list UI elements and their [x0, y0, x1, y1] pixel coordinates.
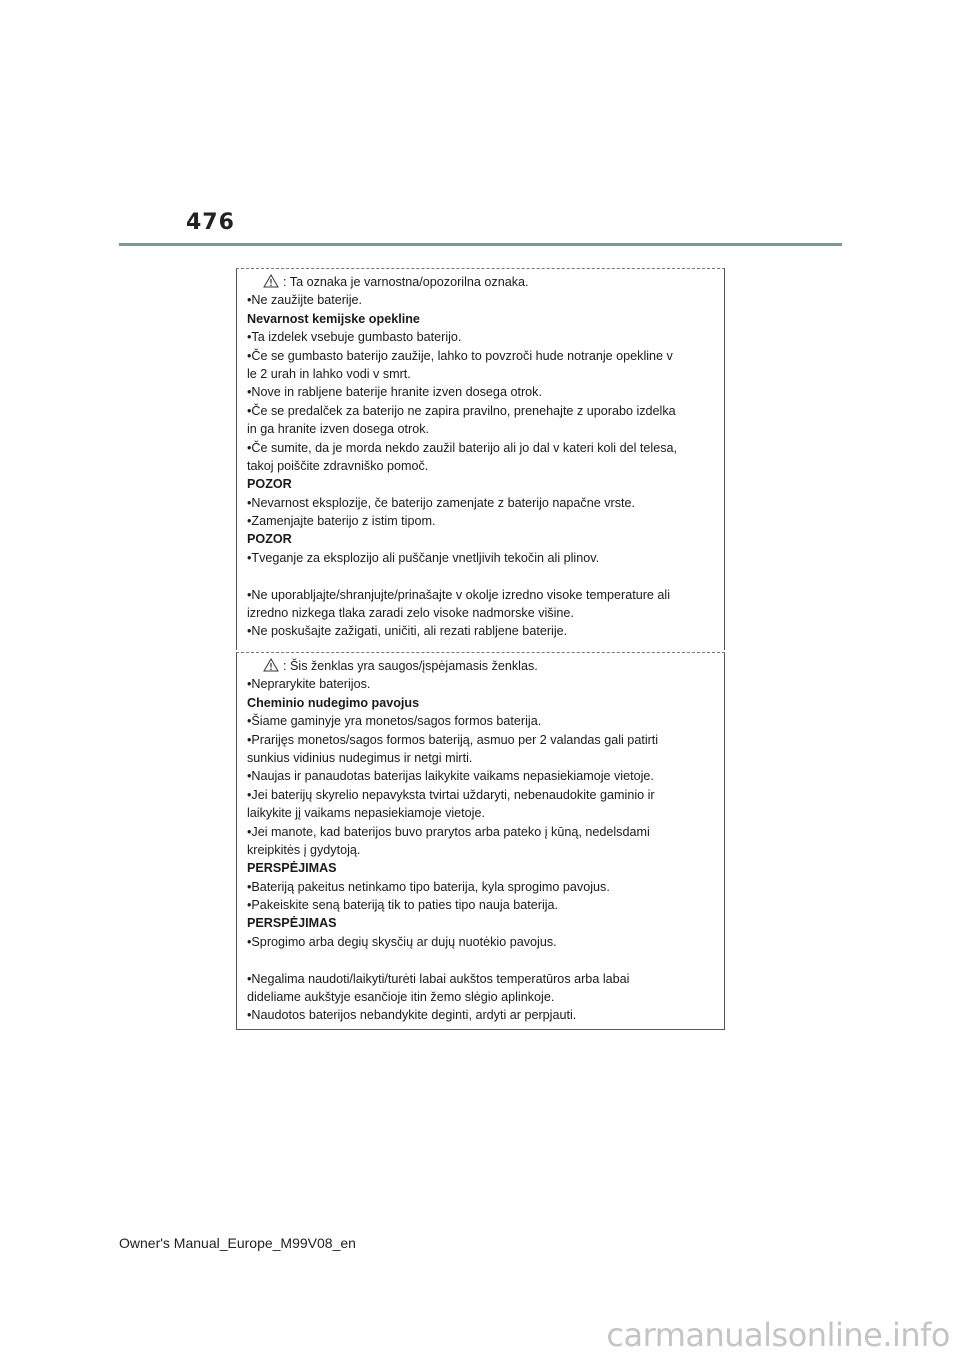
- text-line: •Negalima naudoti/laikyti/turėti labai aukštos temperatūros arba labai: [247, 971, 630, 986]
- section-heading: PERSPĖJIMAS: [247, 861, 337, 876]
- text-line: •Šiame gaminyje yra monetos/sagos formos baterija.: [247, 714, 542, 729]
- text-line: dideliame aukštyje esančioje itin žemo slėgio aplinkoje.: [247, 990, 555, 1005]
- text-line: laikykite jį vaikams nepasiekiamoje vietoje.: [247, 806, 485, 821]
- text-line: •Naudotos baterijos nebandykite deginti, ardyti ar perpjauti.: [247, 1008, 577, 1023]
- footer-manual-id: Owner's Manual_Europe_M99V08_en: [119, 1235, 356, 1251]
- text-line: le 2 urah in lahko vodi v smrt.: [247, 366, 411, 381]
- text-line: •Naujas ir panaudotas baterijas laikykite vaikams nepasiekiamoje vietoje.: [247, 769, 654, 784]
- lithuanian-warning-box: [236, 652, 725, 1030]
- watermark: carmanualsonline.info: [606, 1316, 950, 1354]
- lithuanian-warning-content: [247, 657, 714, 1025]
- text-line: •Neprarykite baterijos.: [247, 677, 371, 692]
- section-heading: POZOR: [247, 532, 292, 547]
- text-line: •Ne zaužijte baterije.: [247, 293, 363, 308]
- text-line: •Nevarnost eksplozije, če baterijo zamenjate z baterijo napačne vrste.: [247, 495, 636, 510]
- warning-intro-line: [247, 657, 714, 675]
- slovenian-warning-box: [236, 268, 725, 650]
- text-line: takoj poiščite zdravniško pomoč.: [247, 458, 429, 473]
- text-line: •Jei baterijų skyrelio nepavyksta tvirtai uždaryti, nebenaudokite gaminio ir: [247, 787, 655, 802]
- text-line: •Ne uporabljajte/shranjujte/prinašajte v okolje izredno visoke temperature ali: [247, 587, 671, 602]
- text-line: •Ta izdelek vsebuje gumbasto baterijo.: [247, 330, 462, 345]
- section-heading: PERSPĖJIMAS: [247, 916, 337, 931]
- text-line: •Če sumite, da je morda nekdo zaužil baterijo ali jo dal v kateri koli del telesa,: [247, 440, 678, 455]
- text-line: •Zamenjajte baterijo z istim tipom.: [247, 514, 436, 529]
- text-line: •Bateriją pakeitus netinkamo tipo baterija, kyla sprogimo pavojus.: [247, 879, 610, 894]
- warning-triangle-icon: [263, 658, 279, 675]
- section-heading: POZOR: [247, 477, 292, 492]
- warning-intro-text: : Šis ženklas yra saugos/įspėjamasis ženklas.: [283, 659, 538, 673]
- text-line: •Prarijęs monetos/sagos formos bateriją, asmuo per 2 valandas gali patirti: [247, 732, 659, 747]
- text-line: •Če se gumbasto baterijo zaužije, lahko to povzroči hude notranje opekline v: [247, 348, 673, 363]
- text-line: •Ne poskušajte zažigati, uničiti, ali rezati rabljene baterije.: [247, 624, 568, 639]
- section-heading: Cheminio nudegimo pavojus: [247, 695, 420, 710]
- warning-intro-text: : Ta oznaka je varnostna/opozorilna oznaka.: [283, 275, 529, 289]
- text-line: •Pakeiskite seną bateriją tik to paties tipo nauja baterija.: [247, 898, 559, 913]
- blank-line: [247, 567, 714, 585]
- page-number: 476: [186, 210, 235, 235]
- text-line: izredno nizkega tlaka zaradi zelo visoke nadmorske višine.: [247, 606, 574, 621]
- section-heading: Nevarnost kemijske opekline: [247, 311, 420, 326]
- blank-line: [247, 951, 714, 969]
- text-line: in ga hranite izven dosega otrok.: [247, 422, 430, 437]
- warning-triangle-icon: [263, 274, 279, 291]
- text-line: kreipkitės į gydytoją.: [247, 842, 361, 857]
- header-rule: [119, 243, 842, 246]
- text-line: •Sprogimo arba degių skysčių ar dujų nuotėkio pavojus.: [247, 934, 557, 949]
- slovenian-warning-content: [247, 273, 714, 641]
- text-line: •Nove in rabljene baterije hranite izven dosega otrok.: [247, 385, 542, 400]
- text-line: •Jei manote, kad baterijos buvo prarytos arba pateko į kūną, nedelsdami: [247, 824, 650, 839]
- text-line: sunkius vidinius nudegimus ir netgi mirti.: [247, 750, 473, 765]
- warning-intro-line: [247, 273, 714, 291]
- text-line: •Tveganje za eksplozijo ali puščanje vnetljivih tekočin ali plinov.: [247, 550, 600, 565]
- text-line: •Če se predalček za baterijo ne zapira pravilno, prenehajte z uporabo izdelka: [247, 403, 676, 418]
